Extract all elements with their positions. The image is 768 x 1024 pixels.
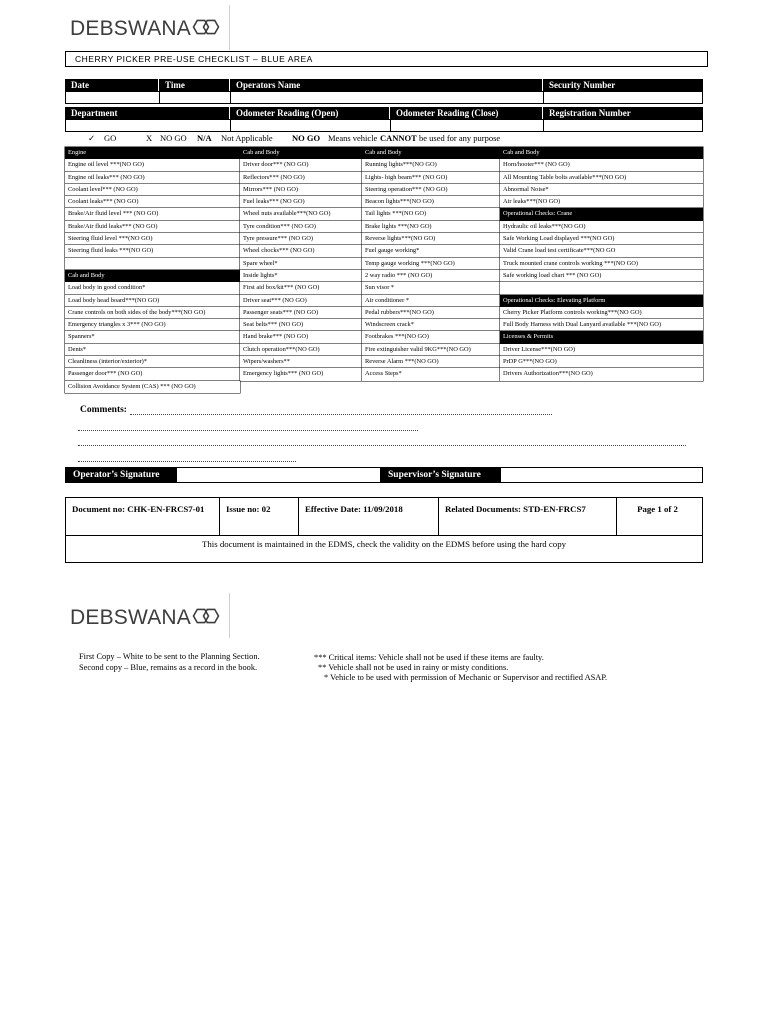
checklist-item: Coolant level*** (NO GO) xyxy=(65,184,240,196)
checklist-blank xyxy=(500,381,703,393)
legend-nogo-bold: NO GO xyxy=(292,133,321,143)
document-number: Document no: CHK-EN-FRCS7-01 xyxy=(65,497,220,536)
edms-notice: This document is maintained in the EDMS, check the validity on the EDMS before using the hard copy xyxy=(65,535,703,563)
checklist-section-header: Cab and Body xyxy=(500,147,703,159)
checklist-item: Engine oil level ***(NO GO) xyxy=(65,159,240,171)
debswana-logo-footer xyxy=(70,597,228,637)
interlocking-hexagons-icon xyxy=(191,605,221,627)
checklist-item: Seat belts*** (NO GO) xyxy=(240,319,362,331)
operator-signature-label: Operator’s Signature xyxy=(65,467,176,483)
checklist-item: Mirrors*** (NO GO) xyxy=(240,184,362,196)
checklist-item: First aid box/kit*** (NO GO) xyxy=(240,282,362,294)
checklist-item: Collision Avoidance System (CAS) *** (NO GO) xyxy=(65,381,240,393)
copy-note: Second copy – Blue, remains as a record in the book. xyxy=(79,663,258,672)
checklist-item: Access Steps* xyxy=(362,368,500,380)
page-number: Page 1 of 2 xyxy=(616,497,703,536)
legend-cannot: CANNOT xyxy=(380,133,417,143)
legend-na: N/A xyxy=(197,133,212,143)
checklist-section-header: Licenses & Permits xyxy=(500,331,703,343)
debswana-logo xyxy=(70,8,228,48)
comment-line xyxy=(130,413,552,415)
checklist-item: Tail lights ***(NO GO) xyxy=(362,208,500,220)
checklist-item: Sun visor * xyxy=(362,282,500,294)
checklist-item: Truck mounted crane controls working ***(NO GO) xyxy=(500,258,703,270)
checklist-item: Reverse lights***(NO GO) xyxy=(362,233,500,245)
checklist-item: Fuel gauge working* xyxy=(362,245,500,257)
checklist-item: Driver seat*** (NO GO) xyxy=(240,295,362,307)
checklist-item: Steering operation*** (NO GO) xyxy=(362,184,500,196)
checklist-item: Lights- high beam*** (NO GO) xyxy=(362,172,500,184)
odometer-close-field xyxy=(390,119,544,132)
checklist-item: Steering fluid level ***(NO GO) xyxy=(65,233,240,245)
critical-items-note: *** Critical items: Vehicle shall not be used if these items are faulty. xyxy=(314,653,544,662)
checklist-item: Fire extinguisher valid 9KG***(NO GO) xyxy=(362,344,500,356)
checklist-item: Tyre condition*** (NO GO) xyxy=(240,221,362,233)
checklist-section-header: Engine xyxy=(65,147,240,159)
checklist-item: Windscreen crack* xyxy=(362,319,500,331)
checklist-item: Temp gauge working ***(NO GO) xyxy=(362,258,500,270)
department-field xyxy=(65,119,231,132)
checklist-item: Engine oil leaks*** (NO GO) xyxy=(65,172,240,184)
page-title: CHERRY PICKER PRE-USE CHECKLIST – BLUE AREA xyxy=(65,51,708,67)
checklist-item: Brake lights ***(NO GO) xyxy=(362,221,500,233)
checklist-item: Coolant leaks*** (NO GO) xyxy=(65,196,240,208)
checklist-section-header: Operational Checks: Crane xyxy=(500,208,703,220)
operators-name-header: Operators Name xyxy=(230,79,543,91)
logo-brand-text: DEBSWANA xyxy=(70,606,192,629)
operators-name-field xyxy=(230,91,544,104)
weather-note: ** Vehicle shall not be used in rainy or misty conditions. xyxy=(318,663,509,672)
registration-number-field xyxy=(543,119,703,132)
checklist-item: Drivers Authorization***(NO GO) xyxy=(500,368,703,380)
checklist-item: Safe working load chart *** (NO GO) xyxy=(500,270,703,282)
security-number-field xyxy=(543,91,703,104)
comments-label: Comments: xyxy=(80,405,127,415)
checklist-section-header: Cab and Body xyxy=(65,270,240,282)
issue-number: Issue no: 02 xyxy=(219,497,299,536)
checklist-item: Dents* xyxy=(65,344,240,356)
comment-line xyxy=(78,460,296,462)
checklist-item: Passenger door*** (NO GO) xyxy=(65,368,240,380)
checklist-section-header: Cab and Body xyxy=(240,147,362,159)
department-header: Department xyxy=(65,107,230,119)
security-number-header: Security Number xyxy=(543,79,703,91)
logo-divider xyxy=(229,593,230,638)
checklist-item: Brake/Air fluid level *** (NO GO) xyxy=(65,208,240,220)
checklist-item: Pedal rubbers***(NO GO) xyxy=(362,307,500,319)
checklist-item: Clutch operation***(NO GO) xyxy=(240,344,362,356)
checklist-empty-cell xyxy=(65,258,240,270)
checklist-item: Wheel nuts available***(NO GO) xyxy=(240,208,362,220)
checklist-item: Reflectors*** (NO GO) xyxy=(240,172,362,184)
checklist-blank xyxy=(362,381,500,393)
effective-date: Effective Date: 11/09/2018 xyxy=(298,497,439,536)
checklist-item: Driver License***(NO GO) xyxy=(500,344,703,356)
odometer-close-header: Odometer Reading (Close) xyxy=(390,107,543,119)
checklist-item: Emergency triangles x 3*** (NO GO) xyxy=(65,319,240,331)
checklist-item: Emergency lights*** (NO GO) xyxy=(240,368,362,380)
checklist-item: Wheel chocks*** (NO GO) xyxy=(240,245,362,257)
checklist-item: Abnormal Noise* xyxy=(500,184,703,196)
legend-means: Means vehicle xyxy=(328,133,378,143)
supervisor-signature-field xyxy=(500,467,703,483)
checklist-item: Full Body Harness with Dual Lanyard available ***(NO GO) xyxy=(500,319,703,331)
checklist-item: Valid Crane load test certificate***(NO GO xyxy=(500,245,703,257)
logo-divider xyxy=(229,5,230,50)
checklist-item: Air conditioner * xyxy=(362,295,500,307)
checklist-item: Crane controls on both sides of the body***(NO GO) xyxy=(65,307,240,319)
checklist-item: Fuel leaks*** (NO GO) xyxy=(240,196,362,208)
date-header: Date xyxy=(65,79,159,91)
checklist-empty-cell xyxy=(500,282,703,294)
checklist-item: Inside lights* xyxy=(240,270,362,282)
time-header: Time xyxy=(159,79,230,91)
related-documents: Related Documents: STD-EN-FRCS7 xyxy=(438,497,617,536)
checklist-item: Air leaks***(NO GO) xyxy=(500,196,703,208)
comment-line xyxy=(78,444,686,446)
checklist-item: Wipers/washers** xyxy=(240,356,362,368)
checklist-item: Brake/Air fluid leaks*** (NO GO) xyxy=(65,221,240,233)
checklist-item: Load body head board***(NO GO) xyxy=(65,295,240,307)
checklist-item: All Mounting Table bolts available***(NO GO) xyxy=(500,172,703,184)
checklist-item: Spanners* xyxy=(65,331,240,343)
interlocking-hexagons-icon xyxy=(191,16,221,38)
registration-number-header: Registration Number xyxy=(543,107,703,119)
permission-note: * Vehicle to be used with permission of Mechanic or Supervisor and rectified ASAP. xyxy=(324,673,608,682)
checkmark-icon: ✓ xyxy=(88,133,96,143)
comment-line xyxy=(78,429,418,431)
time-field xyxy=(159,91,231,104)
date-field xyxy=(65,91,160,104)
copy-note: First Copy – White to be sent to the Planning Section. xyxy=(79,652,260,661)
checklist-item: Footbrakes ***(NO GO) xyxy=(362,331,500,343)
logo-brand-text: DEBSWANA xyxy=(70,17,192,40)
legend-nogo-symbol: X xyxy=(146,133,153,143)
checklist-section-header: Operational Checks: Elevating Platform xyxy=(500,295,703,307)
checklist-item: Beacon lights***(NO GO) xyxy=(362,196,500,208)
legend-na-text: Not Applicable xyxy=(221,133,273,143)
checklist-item: Horn/hooter*** (NO GO) xyxy=(500,159,703,171)
checklist-item: Spare wheel* xyxy=(240,258,362,270)
checklist-item: Cleanliness (interior/exterior)* xyxy=(65,356,240,368)
legend-go: GO xyxy=(104,133,117,143)
checklist-item: Passenger seats*** (NO GO) xyxy=(240,307,362,319)
legend-purpose: be used for any purpose xyxy=(419,133,501,143)
operator-signature-field xyxy=(176,467,381,483)
checklist-item: 2 way radio *** (NO GO) xyxy=(362,270,500,282)
checklist-item: Hydraulic oil leaks***(NO GO) xyxy=(500,221,703,233)
checklist-section-header: Cab and Body xyxy=(362,147,500,159)
checklist-item: Hand brake*** (NO GO) xyxy=(240,331,362,343)
legend-nogo: NO GO xyxy=(160,133,187,143)
odometer-open-field xyxy=(230,119,391,132)
checklist-item: Load body in good condition* xyxy=(65,282,240,294)
checklist-item: PrDP G***(NO GO) xyxy=(500,356,703,368)
checklist-item: Safe Working Load displayed ***(NO GO) xyxy=(500,233,703,245)
checklist-item: Driver door*** (NO GO) xyxy=(240,159,362,171)
checklist-item: Reverse Alarm ***(NO GO) xyxy=(362,356,500,368)
checklist-blank xyxy=(240,381,362,393)
supervisor-signature-label: Supervisor’s Signature xyxy=(380,467,500,483)
checklist-item: Tyre pressure*** (NO GO) xyxy=(240,233,362,245)
checklist-item: Running lights***(NO GO) xyxy=(362,159,500,171)
odometer-open-header: Odometer Reading (Open) xyxy=(230,107,390,119)
checklist-item: Steering fluid leaks ***(NO GO) xyxy=(65,245,240,257)
checklist-item: Cherry Picker Platform controls working***(NO GO) xyxy=(500,307,703,319)
checklist-table xyxy=(65,147,703,393)
